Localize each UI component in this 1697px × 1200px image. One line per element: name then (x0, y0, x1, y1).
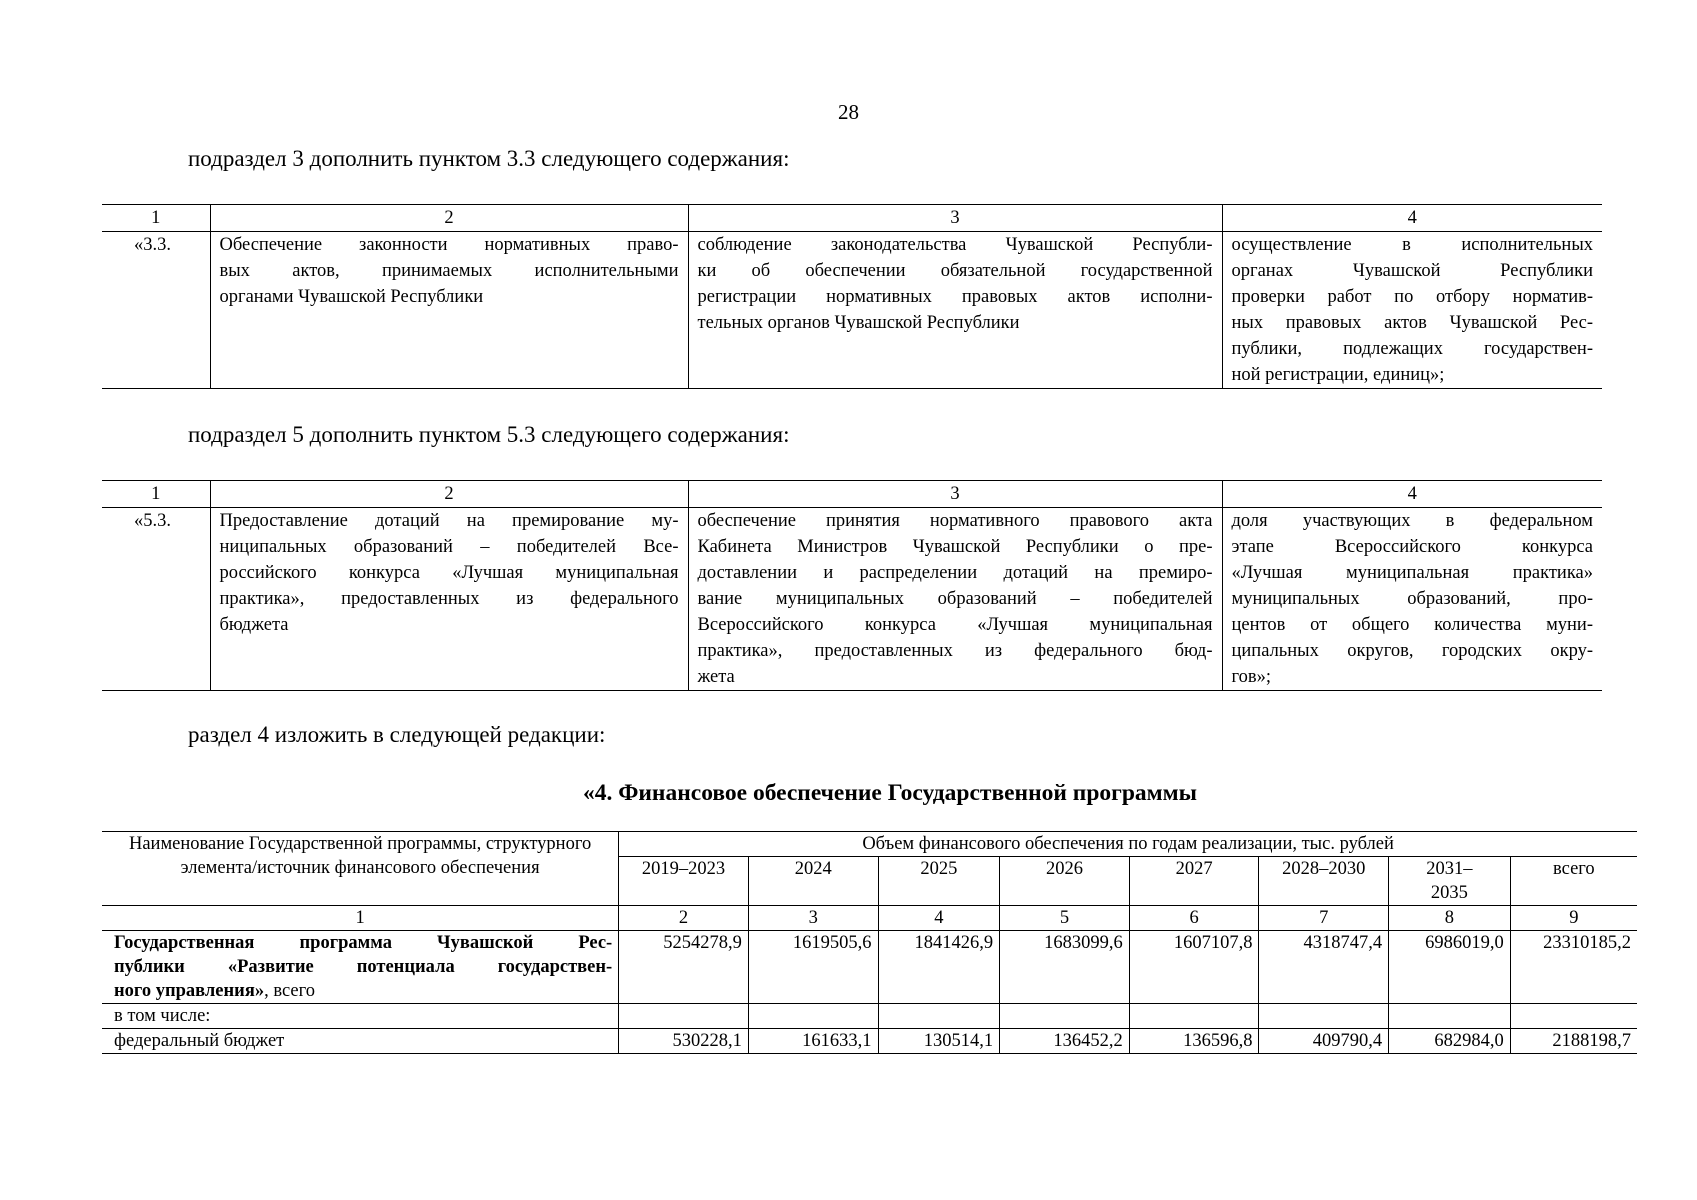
value-cell: 130514,1 (878, 1029, 1000, 1054)
col-header: 2 (210, 205, 688, 232)
column-number: 2 (619, 906, 749, 931)
year-header: 2025 (878, 857, 1000, 906)
column-number: 9 (1510, 906, 1637, 931)
table-subsection-5 (102, 480, 1602, 691)
year-header: 2028–2030 (1259, 857, 1389, 906)
finance-table (102, 831, 1637, 1054)
table-row (102, 931, 1637, 1004)
item-indicator: доля участвующих в федеральном этапе Всероссийского конкурса «Лучшая муниципальная практика» муниципальных образований, про- центов от общего количества муни- ципальных округов, городских окру- гов»; (1222, 508, 1602, 691)
table-header-row (102, 205, 1602, 232)
value-cell: 682984,0 (1389, 1029, 1511, 1054)
year-header: 2024 (748, 857, 878, 906)
program-name: Государственная программа Чувашской Рес- публики «Развитие потенциала государствен- ного управления», всего (102, 931, 619, 1004)
col-header: 4 (1222, 481, 1602, 508)
table-row (102, 1004, 1637, 1029)
value-cell: 409790,4 (1259, 1029, 1389, 1054)
item-indicator: осуществление в исполнительных органах Чувашской Республики проверки работ по отбору норматив- ных правовых актов Чувашской Рес- публики, подлежащих государствен- ной регистрации, единиц»; (1222, 232, 1602, 389)
table-header-row (102, 481, 1602, 508)
column-number: 3 (748, 906, 878, 931)
col-header: 1 (102, 205, 210, 232)
section-3-intro: подраздел 3 дополнить пунктом 3.3 следующего содержания: (188, 146, 790, 171)
column-number: 5 (1000, 906, 1130, 931)
table-subsection-3 (102, 204, 1602, 389)
value-cell: 530228,1 (619, 1029, 749, 1054)
value-cell: 2188198,7 (1510, 1029, 1637, 1054)
table-row (102, 508, 1602, 691)
page-number: 28 (838, 100, 859, 124)
year-header: 2019–2023 (619, 857, 749, 906)
value-cell: 23310185,2 (1510, 931, 1637, 1004)
col-header: 2 (210, 481, 688, 508)
column-number: 4 (878, 906, 1000, 931)
item-description: Предоставление дотаций на премирование му- ниципальных образований – победителей Все- российского конкурса «Лучшая муниципальная практика», предоставленных из федерального бюджета (210, 508, 688, 691)
item-condition: соблюдение законодательства Чувашской Республи- ки об обеспечении обязательной государственной регистрации нормативных правовых актов исполни- тельных органов Чувашской Республики (688, 232, 1222, 389)
section-heading: «4. Финансовое обеспечение Государственной программы (582, 780, 1198, 806)
value-cell: 1841426,9 (878, 931, 1000, 1004)
finance-header-row-1 (102, 832, 1637, 857)
col-header: 3 (688, 205, 1222, 232)
value-cell: 136596,8 (1129, 1029, 1259, 1054)
value-cell: 1607107,8 (1129, 931, 1259, 1004)
section-5-intro: подраздел 5 дополнить пунктом 5.3 следующего содержания: (188, 422, 790, 447)
section-4-intro: раздел 4 изложить в следующей редакции: (188, 722, 606, 747)
column-number: 7 (1259, 906, 1389, 931)
column-number-row (102, 906, 1637, 931)
value-cell: 1683099,6 (1000, 931, 1130, 1004)
value-cell: 161633,1 (748, 1029, 878, 1054)
year-header: 2031– 2035 (1389, 857, 1511, 906)
value-cell: 5254278,9 (619, 931, 749, 1004)
value-cell: 1619505,6 (748, 931, 878, 1004)
col-header: 4 (1222, 205, 1602, 232)
year-header: 2027 (1129, 857, 1259, 906)
item-number: «5.3. (134, 511, 171, 531)
table-row (102, 1029, 1637, 1054)
row-label: федеральный бюджет (102, 1029, 619, 1054)
value-cell: 136452,2 (1000, 1029, 1130, 1054)
column-number: 6 (1129, 906, 1259, 931)
col-header: 3 (688, 481, 1222, 508)
year-header: 2026 (1000, 857, 1130, 906)
item-condition: обеспечение принятия нормативного правового акта Кабинета Министров Чувашской Республики о пре- доставлении и распределении дотаций на премиро- вание муниципальных образований – победителей Всероссийского конкурса «Лучшая муниципальная практика», предоставленных из федерального бюд- жета (688, 508, 1222, 691)
row-label: в том числе: (102, 1004, 619, 1029)
col-header: 1 (102, 481, 210, 508)
table-row (102, 232, 1602, 389)
volume-header: Объем финансового обеспечения по годам реализации, тыс. рублей (619, 832, 1637, 857)
name-column-header: Наименование Государственной программы, структурного элемента/источник финансового обеспечения (102, 832, 619, 906)
item-description: Обеспечение законности нормативных право- вых актов, принимаемых исполнительными органами Чувашской Республики (210, 232, 688, 389)
year-header: всего (1510, 857, 1637, 906)
column-number: 8 (1389, 906, 1511, 931)
value-cell: 6986019,0 (1389, 931, 1511, 1004)
item-number: «3.3. (134, 235, 171, 255)
column-number: 1 (102, 906, 619, 931)
value-cell: 4318747,4 (1259, 931, 1389, 1004)
